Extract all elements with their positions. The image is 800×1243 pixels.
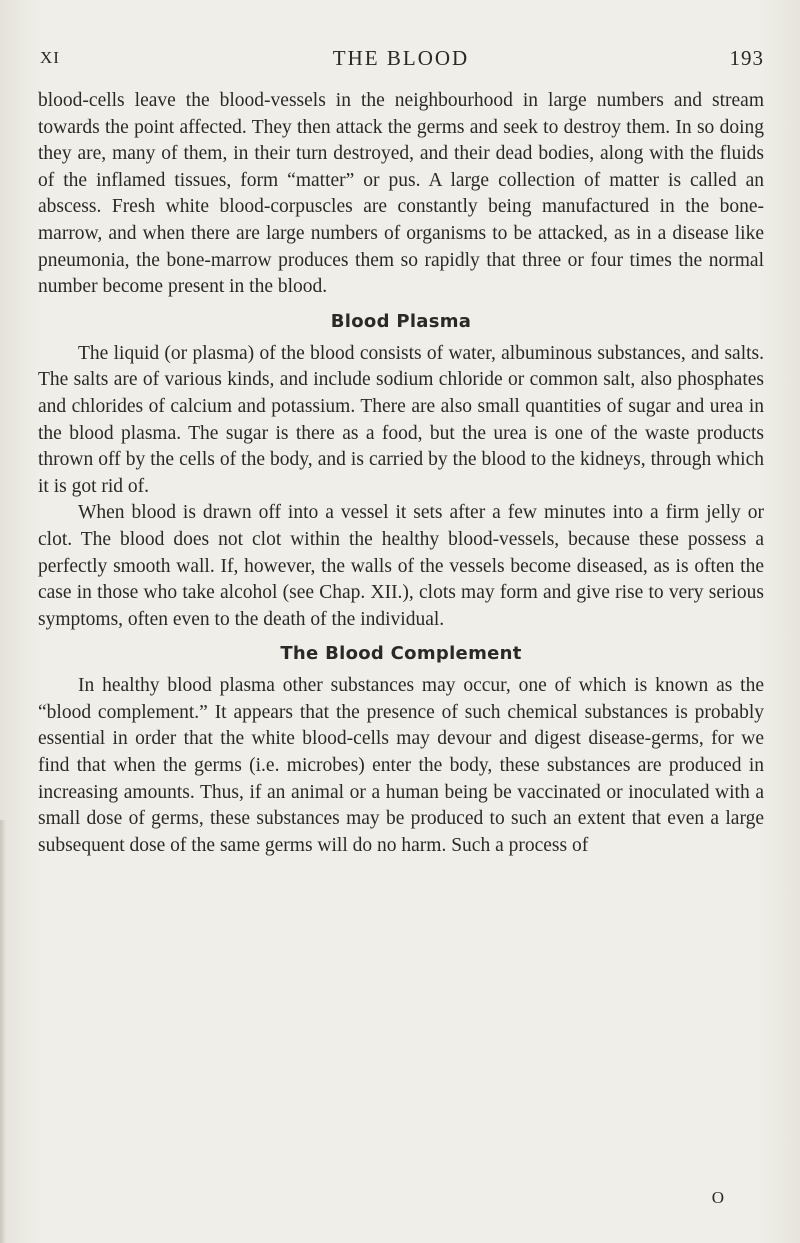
paragraph-clotting: When blood is drawn off into a vessel it sets after a few minutes into a firm jelly or clot. The blood does not clot within the healthy blood-vessels, because these possess a perfectly smooth wall. If, however, the walls of the vessels become diseased, as is often the case in those who take alcohol (see Chap. XII.), clots may form and give rise to very serious symptoms, often even to the death of the individual. <box>38 502 764 630</box>
paragraph-plasma-composition: The liquid (or plasma) of the blood consists of water, albuminous substances, and salts. The salts are of various kinds, and include sodium chloride or common salt, also phosphates and chlorides of calcium and potassium. There are also small quantities of sugar and urea in the blood plasma. The sugar is there as a food, but the urea is one of the waste products thrown off by the cells of the body, and is carried by the blood to the kidneys, through which it is got rid of. <box>38 342 764 497</box>
section-heading-blood-plasma: Blood Plasma <box>330 310 472 332</box>
section-heading-blood-complement: The Blood Complement <box>280 643 522 665</box>
paragraph-blood-complement: In healthy blood plasma other substances may occur, one of which is known as the “blood complement.” It appears that the presence of such chemical substances is probably essential in order that the white blood-cells may devour and digest disease-germs, for we find that when the germs (i.e. microbes) enter the body, these substances are produced in increasing amounts. Thus, if an animal or a human being be vaccinated or inoculated with a small dose of germs, these substances may be produced to such an extent that even a large subsequent dose of the same germs will do no harm. Such a process of <box>38 675 764 856</box>
chapter-number: XI <box>40 48 60 67</box>
paragraph-continued: blood-cells leave the blood-vessels in the neighbourhood in large numbers and stream towards the point affected. They then attack the germs and seek to destroy them. In so doing they are, many of them, in their turn destroyed, and their dead bodies, along with the fluids of the inflamed tissues, form “matter” or pus. A large collection of matter is called an abscess. Fresh white blood-corpuscles are constantly being manufactured in the bone-marrow, and when there are large numbers of organisms to be attacked, as in a disease like pneumonia, the bone-marrow produces them so rapidly that three or four times the normal number become present in the blood. <box>38 90 764 298</box>
page-edge-shadow <box>0 820 6 1243</box>
running-head <box>38 46 764 76</box>
page-number: 193 <box>729 46 764 70</box>
page-body <box>38 88 764 859</box>
signature-mark: O <box>711 1188 724 1207</box>
running-title: THE BLOOD <box>332 46 470 70</box>
